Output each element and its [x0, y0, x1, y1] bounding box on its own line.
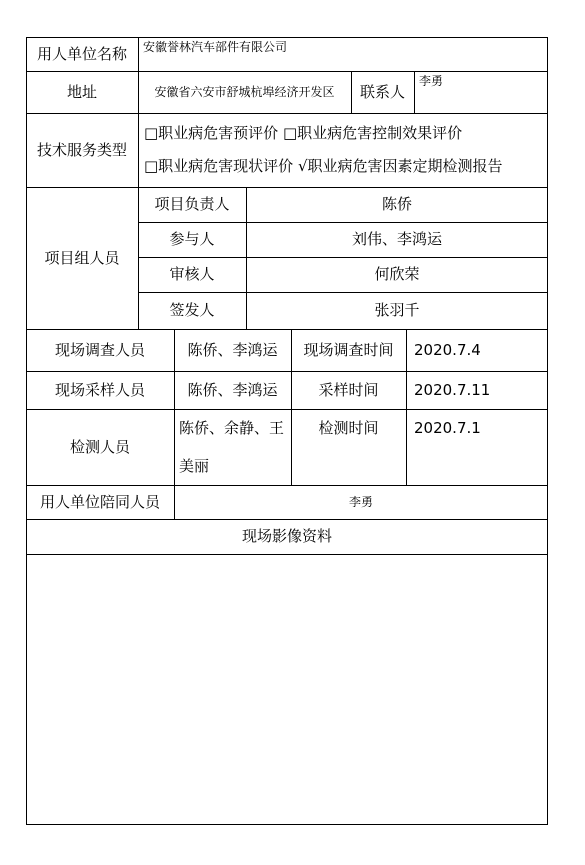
team-names-reviewer: 何欣荣	[374, 265, 420, 284]
team-names-participant: 刘伟、李鸿运	[351, 230, 442, 249]
employer-label: 用人单位名称	[36, 44, 127, 63]
contact-value: 李勇	[419, 74, 444, 88]
sampling-time-label: 采样时间	[318, 380, 379, 399]
accompany-label: 用人单位陪同人员	[39, 492, 160, 511]
survey-time-label: 现场调查时间	[303, 340, 394, 359]
accompany-value: 李勇	[348, 494, 373, 509]
project-team-label: 项目组人员	[44, 248, 120, 267]
team-role-participant: 参与人	[169, 230, 215, 249]
team-role-lead: 项目负责人	[154, 195, 230, 214]
testing-staff-value: 陈侨、余静、王美丽	[179, 419, 285, 475]
address-value: 安徽省六安市舒城杭埠经济开发区	[154, 84, 335, 99]
address-label: 地址	[66, 82, 97, 101]
testing-time-value: 2020.7.1	[414, 419, 481, 437]
sampling-time-value: 2020.7.11	[414, 380, 491, 399]
team-names-lead: 陈侨	[381, 195, 412, 214]
team-role-issuer: 签发人	[169, 301, 215, 320]
sampling-staff-label: 现场采样人员	[54, 380, 145, 399]
testing-time-label: 检测时间	[318, 419, 379, 437]
survey-staff-label: 现场调查人员	[54, 340, 145, 359]
photo-section-title: 现场影像资料	[241, 527, 332, 546]
survey-time-value: 2020.7.4	[414, 340, 481, 359]
photo-area	[26, 554, 548, 824]
employer-value: 安徽誉林汽车部件有限公司	[143, 40, 288, 54]
sampling-staff-value: 陈侨、李鸿运	[187, 380, 278, 399]
survey-staff-value: 陈侨、李鸿运	[187, 340, 278, 359]
service-options-line2: □职业病危害现状评价 √职业病危害因素定期检测报告	[144, 157, 503, 176]
service-options-line1: □职业病危害预评价 □职业病危害控制效果评价	[144, 124, 463, 143]
service-options	[138, 113, 548, 187]
service-type-label: 技术服务类型	[36, 140, 127, 159]
contact-label: 联系人	[359, 82, 405, 101]
team-names-issuer: 张羽千	[374, 301, 420, 320]
testing-staff-label: 检测人员	[69, 437, 130, 456]
inspection-form-table	[26, 37, 548, 825]
team-role-reviewer: 审核人	[169, 265, 215, 284]
